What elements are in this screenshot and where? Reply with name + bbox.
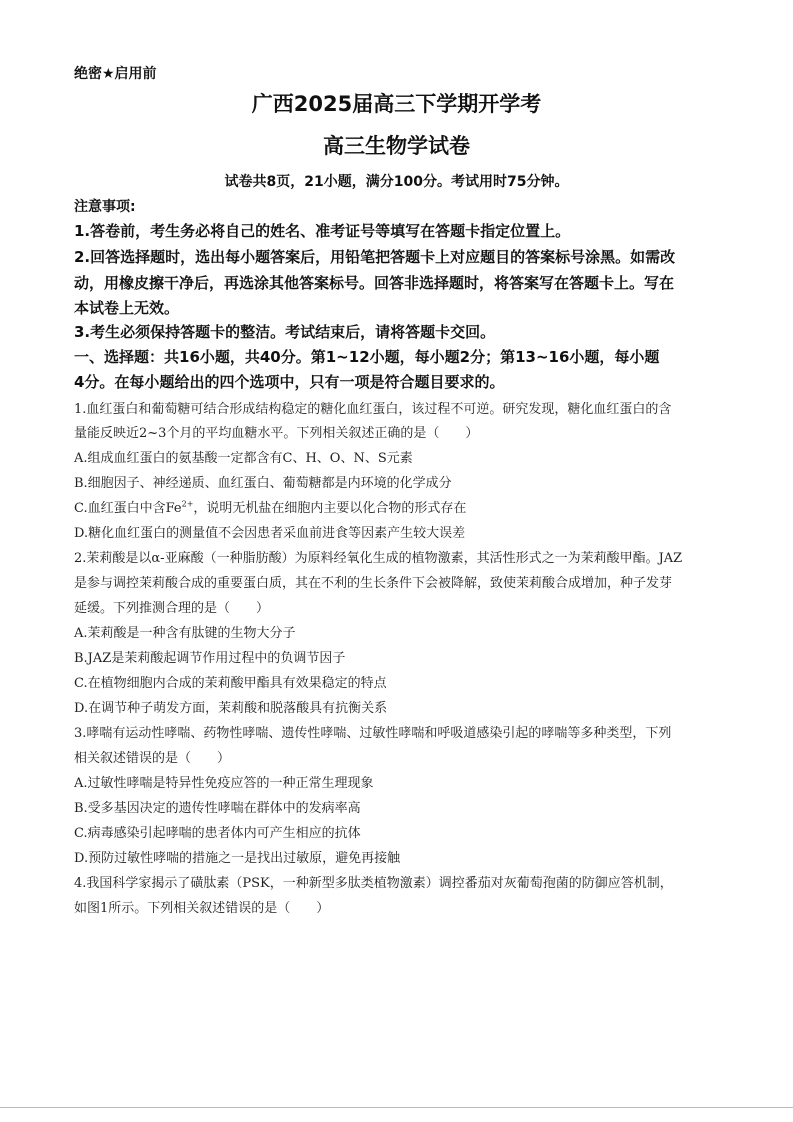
notice-item-1: 1.答卷前，考生务必将自己的姓名、准考证号等填写在答题卡指定位置上。 [74, 222, 571, 240]
page-bottom-divider [0, 1107, 793, 1108]
question-2-option-b: B.JAZ是茉莉酸起调节作用过程中的负调节因子 [74, 651, 346, 666]
notice-item-3: 3.考生必须保持答题卡的整洁。考试结束后，请将答题卡交回。 [74, 323, 496, 341]
question-1-option-a: A.组成血红蛋白的氨基酸一定都含有C、H、O、N、S元素 [74, 451, 413, 466]
section-heading-line-1: 一、选择题：共16小题，共40分。第1~12小题，每小题2分；第13~16小题，每小题 [74, 348, 660, 366]
question-3-line-2: 相关叙述错误的是（ ） [74, 751, 231, 766]
question-1-line-2: 量能反映近2~3个月的平均血糖水平。下列相关叙述正确的是（ ） [74, 426, 479, 441]
notice-heading: 注意事项: [74, 199, 136, 215]
question-1-option-c-pre: C.血红蛋白中含Fe [74, 501, 182, 516]
question-1-option-b: B.细胞因子、神经递质、血红蛋白、葡萄糖都是内环境的化学成分 [74, 476, 452, 491]
question-1-option-d: D.糖化血红蛋白的测量值不会因患者采血前进食等因素产生较大误差 [74, 526, 466, 541]
question-1-option-c-post: ，说明无机盐在细胞内主要以化合物的形式存在 [193, 501, 467, 516]
exam-subtitle: 高三生物学试卷 [323, 134, 470, 158]
exam-meta: 试卷共8页，21小题，满分100分。考试用时75分钟。 [224, 174, 569, 190]
confidential-label: 绝密★启用前 [74, 66, 157, 82]
question-2-line-1: 2.茉莉酸是以α-亚麻酸（一种脂肪酸）为原料经氧化生成的植物激素，其活性形式之一为茉莉酸甲酯。JAZ [74, 551, 683, 566]
question-3-line-1: 3.哮喘有运动性哮喘、药物性哮喘、遗传性哮喘、过敏性哮喘和呼吸道感染引起的哮喘等多种类型，下列 [74, 726, 672, 741]
section-heading-line-2: 4分。在每小题给出的四个选项中，只有一项是符合题目要求的。 [74, 373, 505, 391]
question-3-option-b: B.受多基因决定的遗传性哮喘在群体中的发病率高 [74, 801, 361, 816]
question-1-line-1: 1.血红蛋白和葡萄糖可结合形成结构稳定的糖化血红蛋白，该过程不可逆。研究发现，糖化血红蛋白的含 [74, 402, 672, 417]
question-1-option-c [74, 497, 466, 516]
question-3-option-d: D.预防过敏性哮喘的措施之一是找出过敏原，避免再接触 [74, 851, 401, 866]
question-2-line-3: 延缓。下列推测合理的是（ ） [74, 601, 270, 616]
notice-item-2-line-1: 2.回答选择题时，选出每小题答案后，用铅笔把答题卡上对应题目的答案标号涂黑。如需改 [74, 248, 676, 266]
question-2-option-d: D.在调节种子萌发方面，茉莉酸和脱落酸具有抗衡关系 [74, 701, 388, 716]
question-2-option-c: C.在植物细胞内合成的茉莉酸甲酯具有效果稳定的特点 [74, 676, 387, 691]
notice-item-2-line-2: 动，用橡皮擦干净后，再选涂其他答案标号。回答非选择题时，将答案写在答题卡上。写在 [74, 274, 675, 292]
superscript-charge: 2+ [181, 499, 194, 509]
question-4-line-2: 如图1所示。下列相关叙述错误的是（ ） [74, 901, 330, 916]
question-4-line-1: 4.我国科学家揭示了磺肽素（PSK，一种新型多肽类植物激素）调控番茄对灰葡萄孢菌的防御应答机制， [74, 876, 673, 891]
question-2-line-2: 是参与调控茉莉酸合成的重要蛋白质，其在不利的生长条件下会被降解，致使茉莉酸合成增加，种子发芽 [74, 576, 673, 591]
question-3-option-c: C.病毒感染引起哮喘的患者体内可产生相应的抗体 [74, 826, 361, 841]
question-3-option-a: A.过敏性哮喘是特异性免疫应答的一种正常生理现象 [74, 776, 374, 791]
notice-item-2-line-3: 本试卷上无效。 [74, 299, 180, 317]
question-2-option-a: A.茉莉酸是一种含有肽键的生物大分子 [74, 626, 296, 641]
exam-title: 广西2025届高三下学期开学考 [251, 92, 542, 116]
